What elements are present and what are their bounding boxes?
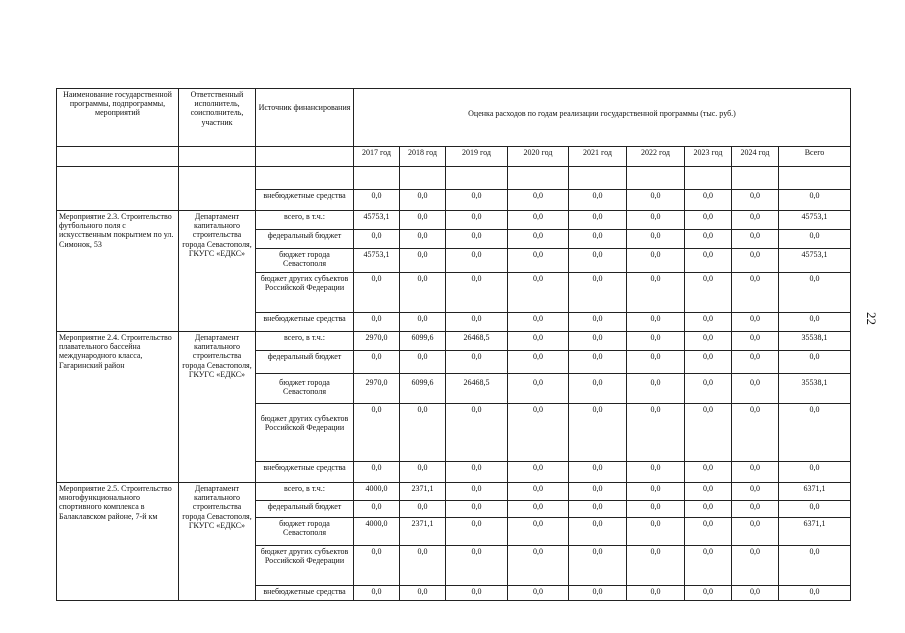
value-cell: 0,0 (732, 483, 779, 501)
value-cell: 0,0 (569, 351, 627, 374)
source-cell: всего, в т.ч.: (256, 332, 354, 351)
value-cell: 0,0 (446, 273, 508, 313)
activity-name: Мероприятие 2.4. Строительство плавательного бассейна международного класса, Гагаринский район (57, 332, 179, 483)
value-cell: 0,0 (779, 351, 851, 374)
header-estimate: Оценка расходов по годам реализации государственной программы (тыс. руб.) (354, 89, 851, 147)
value-cell: 0,0 (627, 518, 685, 546)
value-cell: 45753,1 (354, 211, 400, 230)
value-cell: 0,0 (400, 501, 446, 518)
value-cell: 45753,1 (779, 211, 851, 230)
value-cell: 0,0 (446, 313, 508, 332)
value-cell: 0,0 (508, 313, 569, 332)
header-blank-source (256, 147, 354, 167)
value-cell: 0,0 (508, 190, 569, 211)
value-cell: 0,0 (569, 313, 627, 332)
page-number: 22 (864, 312, 879, 325)
value-cell: 0,0 (732, 351, 779, 374)
value-cell: 0,0 (627, 190, 685, 211)
value-cell: 2970,0 (354, 374, 400, 404)
value-cell: 0,0 (732, 546, 779, 586)
source-cell: бюджет города Севастополя (256, 374, 354, 404)
value-cell: 0,0 (685, 404, 732, 462)
header-source: Источник финансирования (256, 89, 354, 147)
value-cell: 0,0 (446, 462, 508, 483)
value-cell: 0,0 (354, 462, 400, 483)
value-cell: 0,0 (508, 374, 569, 404)
value-cell: 0,0 (446, 483, 508, 501)
value-cell: 0,0 (354, 501, 400, 518)
value-cell: 6371,1 (779, 518, 851, 546)
source-cell: всего, в т.ч.: (256, 211, 354, 230)
value-cell: 0,0 (400, 313, 446, 332)
value-cell: 0,0 (400, 190, 446, 211)
value-cell: 0,0 (400, 462, 446, 483)
year-header: 2022 год (627, 147, 685, 167)
source-cell: внебюджетные средства (256, 586, 354, 601)
value-cell: 0,0 (627, 462, 685, 483)
value-cell: 0,0 (569, 249, 627, 273)
value-cell: 0,0 (732, 230, 779, 249)
value-cell: 0,0 (685, 586, 732, 601)
value-cell: 0,0 (685, 313, 732, 332)
value-cell: 0,0 (569, 501, 627, 518)
value-cell: 0,0 (400, 273, 446, 313)
value-cell: 0,0 (685, 249, 732, 273)
value-cell: 0,0 (569, 273, 627, 313)
value-cell: 0,0 (685, 211, 732, 230)
value-cell: 0,0 (732, 211, 779, 230)
value-cell: 2371,1 (400, 518, 446, 546)
source-cell: федеральный бюджет (256, 351, 354, 374)
value-cell: 0,0 (732, 518, 779, 546)
value-cell: 6371,1 (779, 483, 851, 501)
value-cell: 0,0 (446, 586, 508, 601)
value-cell: 0,0 (508, 351, 569, 374)
value-cell: 0,0 (569, 230, 627, 249)
value-cell: 0,0 (627, 501, 685, 518)
blank-name-cell (57, 167, 179, 211)
value-cell: 0,0 (354, 190, 400, 211)
header-blank-executor (179, 147, 256, 167)
source-cell: внебюджетные средства (256, 462, 354, 483)
value-cell: 0,0 (354, 404, 400, 462)
value-cell: 0,0 (685, 501, 732, 518)
value-cell: 0,0 (627, 483, 685, 501)
value-cell: 0,0 (732, 586, 779, 601)
value-cell: 0,0 (354, 230, 400, 249)
table-row (57, 211, 851, 230)
value-cell: 0,0 (354, 546, 400, 586)
value-cell: 0,0 (446, 211, 508, 230)
value-cell: 0,0 (508, 462, 569, 483)
value-cell: 0,0 (685, 190, 732, 211)
value-cell: 0,0 (779, 501, 851, 518)
value-cell: 0,0 (779, 273, 851, 313)
value-cell: 0,0 (508, 483, 569, 501)
year-header: 2024 год (732, 147, 779, 167)
value-cell: 0,0 (627, 404, 685, 462)
value-cell: 0,0 (685, 518, 732, 546)
blank-source-cell (256, 167, 354, 190)
value-cell: 0,0 (732, 249, 779, 273)
value-cell: 45753,1 (779, 249, 851, 273)
source-cell: бюджет других субъектов Российской Федерации (256, 404, 354, 462)
year-header: 2021 год (569, 147, 627, 167)
value-cell: 0,0 (732, 404, 779, 462)
value-cell: 0,0 (627, 313, 685, 332)
value-cell: 0,0 (400, 351, 446, 374)
source-cell: федеральный бюджет (256, 230, 354, 249)
value-cell: 6099,6 (400, 374, 446, 404)
value-cell: 0,0 (732, 462, 779, 483)
value-cell: 0,0 (354, 273, 400, 313)
value-cell: 0,0 (627, 374, 685, 404)
value-cell: 2970,0 (354, 332, 400, 351)
value-cell: 0,0 (508, 249, 569, 273)
value-cell: 0,0 (685, 332, 732, 351)
source-cell: бюджет других субъектов Российской Федерации (256, 273, 354, 313)
source-cell: внебюджетные средства (256, 313, 354, 332)
value-cell: 0,0 (627, 249, 685, 273)
value-cell: 0,0 (508, 546, 569, 586)
value-cell: 0,0 (569, 190, 627, 211)
source-cell: федеральный бюджет (256, 501, 354, 518)
value-cell: 0,0 (627, 273, 685, 313)
value-cell: 0,0 (685, 374, 732, 404)
table-row (57, 483, 851, 501)
value-cell: 0,0 (569, 462, 627, 483)
value-cell: 0,0 (732, 501, 779, 518)
value-cell: 0,0 (779, 462, 851, 483)
value-cell: 0,0 (569, 546, 627, 586)
value-cell: 0,0 (779, 313, 851, 332)
value-cell: 0,0 (569, 211, 627, 230)
value-cell: 0,0 (508, 518, 569, 546)
activity-name: Мероприятие 2.3. Строительство футбольного поля с искусственным покрытием по ул. Симонок, 53 (57, 211, 179, 332)
value-cell: 0,0 (732, 313, 779, 332)
value-cell: 0,0 (446, 546, 508, 586)
value-cell: 0,0 (508, 230, 569, 249)
value-cell: 26468,5 (446, 332, 508, 351)
value-cell: 4000,0 (354, 483, 400, 501)
value-cell: 26468,5 (446, 374, 508, 404)
value-cell: 0,0 (354, 586, 400, 601)
activity-name: Мероприятие 2.5. Строительство многофункционального спортивного комплекса в Балаклавском районе, 7-й км (57, 483, 179, 601)
value-cell: 0,0 (400, 586, 446, 601)
value-cell: 0,0 (400, 546, 446, 586)
value-cell: 0,0 (508, 273, 569, 313)
header-executor: Ответственный исполнитель, соисполнитель, участник (179, 89, 256, 147)
value-cell: 0,0 (732, 273, 779, 313)
year-header: 2018 год (400, 147, 446, 167)
year-header: 2020 год (508, 147, 569, 167)
value-cell: 4000,0 (354, 518, 400, 546)
header-blank-name (57, 147, 179, 167)
value-cell: 0,0 (569, 518, 627, 546)
value-cell: 0,0 (732, 374, 779, 404)
value-cell: 0,0 (569, 374, 627, 404)
value-cell: 0,0 (685, 483, 732, 501)
header-name: Наименование государственной программы, подпрограммы, мероприятий (57, 89, 179, 147)
value-cell: 0,0 (446, 190, 508, 211)
value-cell: 0,0 (627, 332, 685, 351)
year-header: 2023 год (685, 147, 732, 167)
source-cell: бюджет города Севастополя (256, 518, 354, 546)
value-cell: 0,0 (508, 404, 569, 462)
value-cell: 0,0 (779, 404, 851, 462)
value-cell: 0,0 (446, 501, 508, 518)
value-cell: 0,0 (400, 230, 446, 249)
value-cell: 0,0 (446, 230, 508, 249)
value-cell: 45753,1 (354, 249, 400, 273)
value-cell: 0,0 (446, 351, 508, 374)
value-cell: 0,0 (779, 230, 851, 249)
year-header: Всего (779, 147, 851, 167)
value-cell: 0,0 (569, 483, 627, 501)
value-cell: 35538,1 (779, 332, 851, 351)
value-cell: 0,0 (627, 586, 685, 601)
source-cell: бюджет города Севастополя (256, 249, 354, 273)
value-cell: 6099,6 (400, 332, 446, 351)
value-cell: 0,0 (685, 546, 732, 586)
source-cell: всего, в т.ч.: (256, 483, 354, 501)
value-cell: 0,0 (508, 501, 569, 518)
value-cell: 35538,1 (779, 374, 851, 404)
value-cell: 2371,1 (400, 483, 446, 501)
value-cell: 0,0 (569, 586, 627, 601)
value-cell: 0,0 (569, 404, 627, 462)
value-cell: 0,0 (685, 230, 732, 249)
year-header: 2017 год (354, 147, 400, 167)
value-cell: 0,0 (732, 332, 779, 351)
value-cell: 0,0 (779, 190, 851, 211)
value-cell: 0,0 (354, 351, 400, 374)
value-cell: 0,0 (400, 249, 446, 273)
table-row (57, 167, 851, 190)
value-cell: 0,0 (400, 211, 446, 230)
value-cell: 0,0 (508, 586, 569, 601)
value-cell: 0,0 (569, 332, 627, 351)
activity-executor: Департамент капитального строительства города Севастополя, ГКУГС «ЕДКС» (179, 211, 256, 332)
value-cell: 0,0 (732, 190, 779, 211)
year-header: 2019 год (446, 147, 508, 167)
value-cell: 0,0 (685, 273, 732, 313)
table-row (57, 332, 851, 351)
value-cell: 0,0 (508, 332, 569, 351)
value-cell: 0,0 (779, 586, 851, 601)
value-cell: 0,0 (400, 404, 446, 462)
source-cell: бюджет других субъектов Российской Федерации (256, 546, 354, 586)
value-cell: 0,0 (446, 404, 508, 462)
value-cell: 0,0 (685, 462, 732, 483)
blank-executor-cell (179, 167, 256, 211)
value-cell: 0,0 (779, 546, 851, 586)
value-cell: 0,0 (685, 351, 732, 374)
value-cell: 0,0 (627, 546, 685, 586)
activity-executor: Департамент капитального строительства города Севастополя, ГКУГС «ЕДКС» (179, 332, 256, 483)
value-cell: 0,0 (508, 211, 569, 230)
budget-table (56, 88, 851, 601)
value-cell: 0,0 (446, 249, 508, 273)
source-cell: внебюджетные средства (256, 190, 354, 211)
value-cell: 0,0 (627, 211, 685, 230)
activity-executor: Департамент капитального строительства города Севастополя, ГКУГС «ЕДКС» (179, 483, 256, 601)
value-cell: 0,0 (627, 230, 685, 249)
value-cell: 0,0 (627, 351, 685, 374)
value-cell: 0,0 (446, 518, 508, 546)
value-cell: 0,0 (354, 313, 400, 332)
